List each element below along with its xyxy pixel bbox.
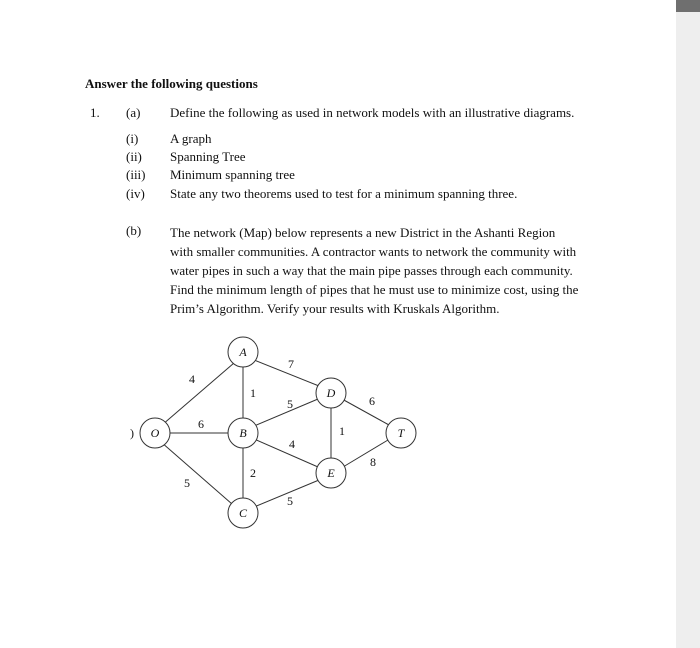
weight-C-E: 5 — [287, 494, 293, 508]
item-number-i: (i) — [126, 131, 139, 146]
edge-B-D — [254, 399, 318, 426]
item-number-iii: (iii) — [126, 167, 146, 182]
part-a-text: Define the following as used in network models with an illustrative diagrams. — [170, 105, 575, 120]
part-b-line: The network (Map) below represents a new District in the Ashanti Region — [170, 225, 556, 240]
item-text-iii: Minimum spanning tree — [170, 167, 295, 182]
weight-B-E: 4 — [289, 437, 295, 451]
item-text-ii: Spanning Tree — [170, 149, 246, 164]
weight-A-D: 7 — [288, 357, 294, 371]
page-heading: Answer the following questions — [85, 76, 258, 91]
weight-D-T: 6 — [369, 394, 375, 408]
part-b-label: (b) — [126, 223, 142, 238]
edge-E-T — [343, 440, 388, 467]
edge-O-A — [162, 363, 234, 425]
edge-D-T — [342, 399, 389, 425]
weight-A-B: 1 — [250, 386, 256, 400]
node-E-label: E — [327, 466, 335, 480]
node-A-label: A — [239, 345, 247, 359]
weight-B-C: 2 — [250, 466, 256, 480]
part-b-line: with smaller communities. A contractor wants to network the community with — [170, 244, 577, 259]
part-b-line: Find the minimum length of pipes that he must use to minimize cost, using the — [170, 282, 579, 297]
edge-A-D — [254, 360, 319, 386]
item-text-i: A graph — [170, 131, 212, 146]
node-B-label: B — [239, 426, 247, 440]
item-number-iv: (iv) — [126, 186, 145, 201]
item-text-iv: State any two theorems used to test for a minimum spanning three. — [170, 186, 518, 201]
weight-O-A: 4 — [189, 372, 195, 386]
node-O-label: O — [150, 426, 160, 440]
question-number: 1. — [90, 105, 100, 120]
edge-O-C — [161, 442, 232, 504]
edge-B-E — [254, 439, 318, 467]
weight-O-C: 5 — [184, 476, 190, 490]
part-b-line: Prim’s Algorithm. Verify your results with Kruskals Algorithm. — [170, 301, 500, 316]
node-T-label: T — [397, 426, 405, 440]
weight-B-D: 5 — [287, 397, 293, 411]
node-C-label: C — [238, 506, 248, 520]
weight-E-T: 8 — [370, 455, 376, 469]
stray-mark: ) — [130, 426, 134, 440]
item-number-ii: (ii) — [126, 149, 142, 164]
weight-D-E: 1 — [339, 424, 345, 438]
weight-O-B: 6 — [198, 417, 204, 431]
node-D-label: D — [326, 386, 336, 400]
part-a-label: (a) — [126, 105, 141, 120]
part-b-line: water pipes in such a way that the main pipe passes through each community. — [170, 263, 573, 278]
